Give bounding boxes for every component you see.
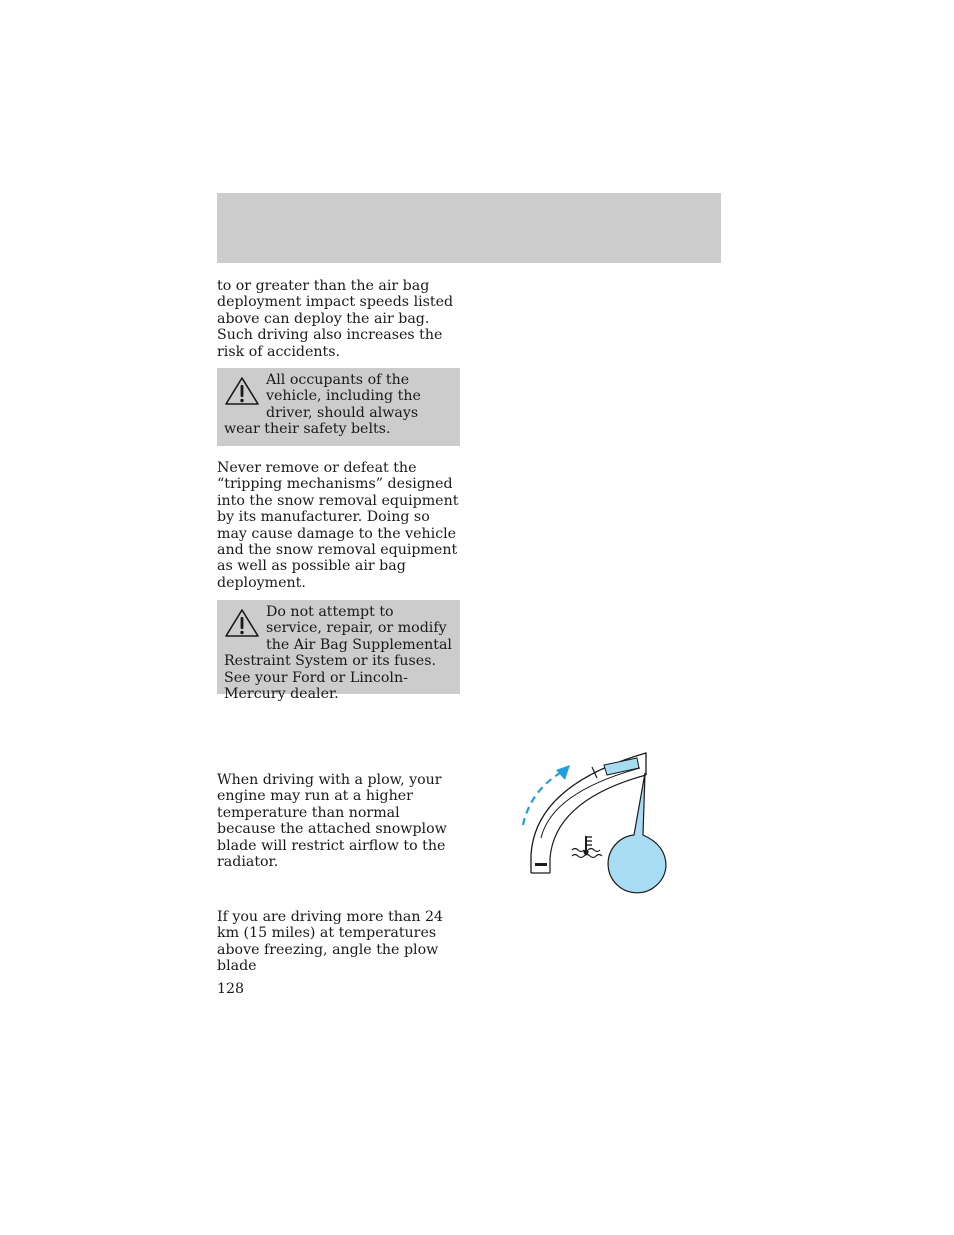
- warning-text-safety-belts: All occupants of the vehicle, including the driver, should always wear their safety belts.: [224, 372, 421, 438]
- warning-text-airbag-service: Do not attempt to service, repair, or modify the Air Bag Supplemental Restraint System or its fuses. See your Ford or Lincoln-Mercury dealer.: [224, 604, 452, 703]
- rising-arrow: [523, 773, 560, 825]
- warning-triangle-icon: [224, 376, 260, 406]
- paragraph-engine-temperature: When driving with a plow, your engine may run at a higher temperature than normal because the attached snowplow blade will restrict airflow to the radiator.: [217, 772, 447, 871]
- paragraph-airbag-speeds: to or greater than the air bag deployment impact speeds listed above can deploy the air bag. Such driving also increases the risk of accidents.: [217, 278, 454, 360]
- coolant-temperature-icon: [572, 836, 602, 858]
- gauge-scale-arc: [541, 768, 640, 838]
- paragraph-tripping-mechanisms: Never remove or defeat the “tripping mechanisms” designed into the snow removal equipment by its manufacturer. Doing so may cause damage to the vehicle and the snow removal equipment as well as possible air bag deployment.: [217, 460, 459, 591]
- arrow-head: [556, 765, 570, 780]
- page-number: 128: [217, 981, 245, 997]
- warning-box-safety-belts: [217, 368, 460, 446]
- section-header-band: [217, 193, 721, 263]
- paragraph-plow-angle: If you are driving more than 24 km (15 miles) at temperatures above freezing, angle the plow blade: [217, 909, 444, 975]
- gauge-needle: [608, 773, 666, 893]
- temperature-gauge-illustration: [515, 745, 675, 900]
- gauge-cold-mark: [535, 863, 547, 866]
- warning-box-airbag-service: [217, 600, 460, 703]
- warning-triangle-icon: [224, 608, 260, 638]
